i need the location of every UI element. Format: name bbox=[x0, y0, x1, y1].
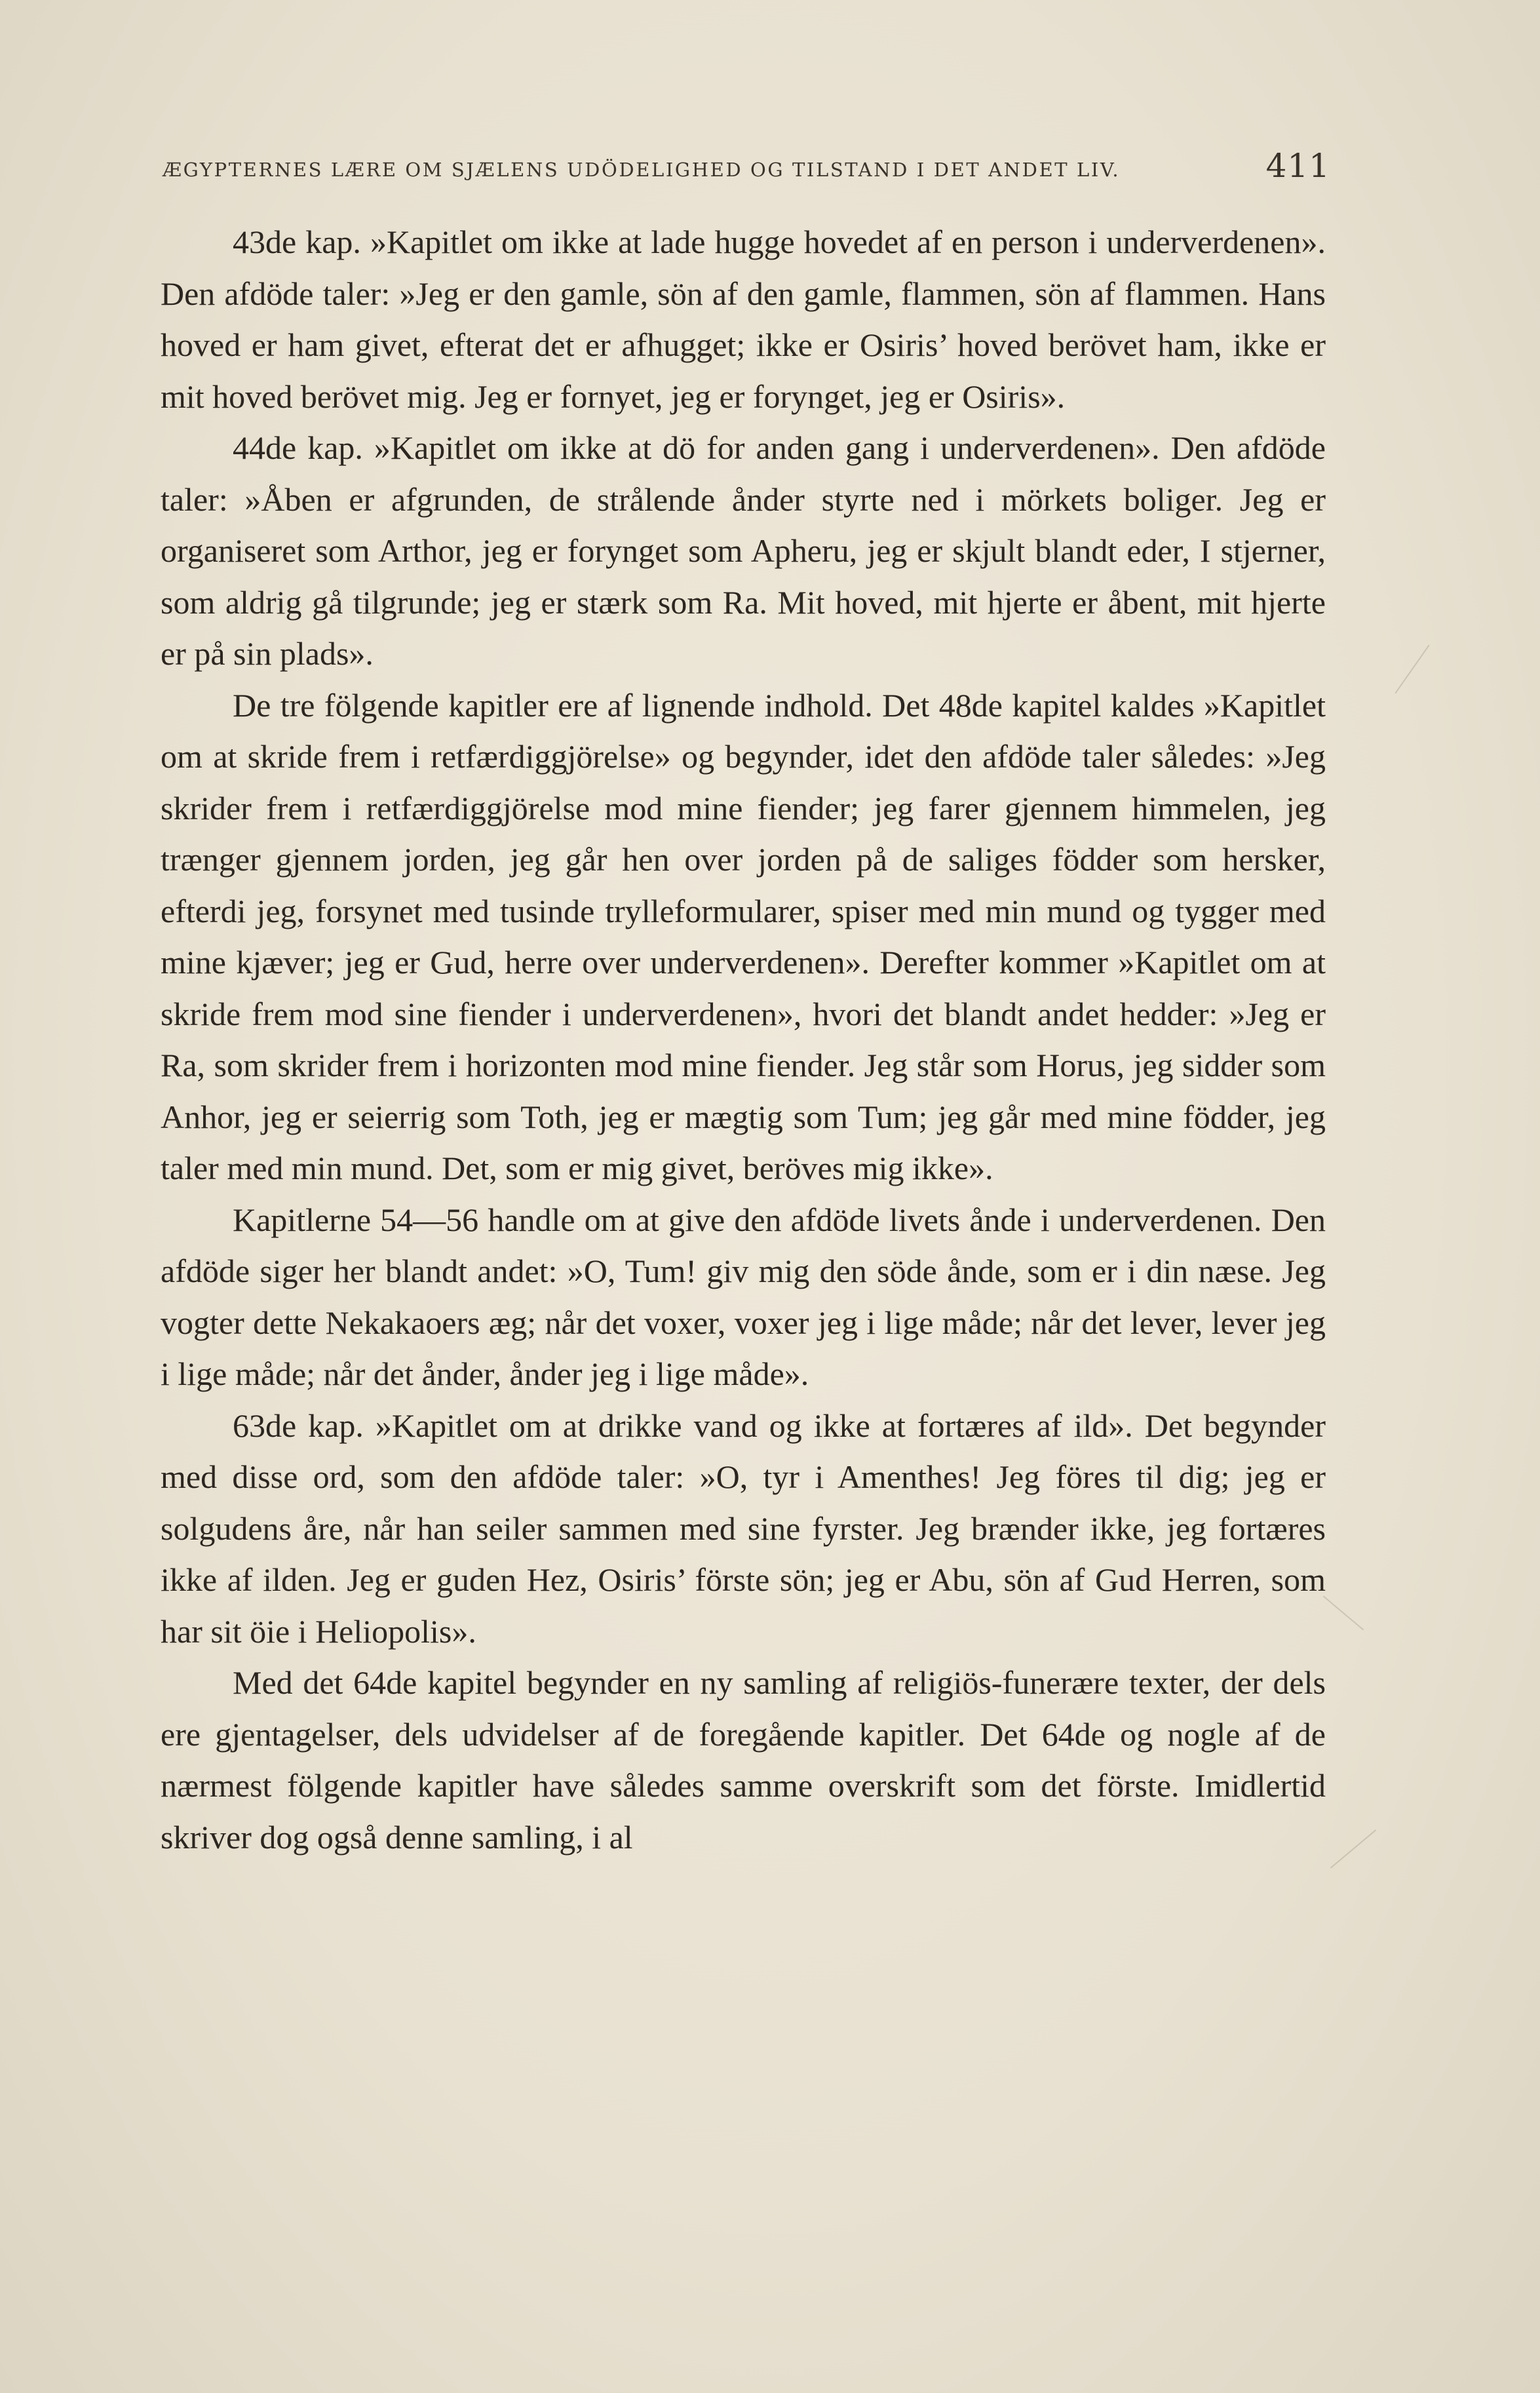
running-header bbox=[163, 146, 1330, 191]
paragraph-chapter-44: 44de kap. »Kapitlet om ikke at dö for anden gang i underverdenen». Den afdöde taler: »Åben er afgrunden, de strålende ånder styrte ned i mörkets boliger. Jeg er organiseret som Arthor, jeg er forynget som Apheru, jeg er skjult blandt eder, I stjerner, som aldrig gå tilgrunde; jeg er stærk som Ra. Mit hoved, mit hjerte er åbent, mit hjerte er på sin plads». bbox=[161, 429, 1326, 672]
paragraph-chapter-63: 63de kap. »Kapitlet om at drikke vand og ikke at fortæres af ild». Det begynder med disse ord, som den afdöde taler: »O, tyr i Amenthes! Jeg föres til dig; jeg er solgudens åre, når han seiler sammen med sine fyrster. Jeg brænder ikke, jeg fortæres ikke af ilden. Jeg er guden Hez, Osiris’ förste sön; jeg er Abu, sön af Gud Herren, som har sit öie i Heliopolis». bbox=[161, 1407, 1326, 1650]
paragraph-chapter-43: 43de kap. »Kapitlet om ikke at lade hugge hovedet af en person i underverdenen». Den afdöde taler: »Jeg er den gamle, sön af den gamle, flammen, sön af flammen. Hans hoved er ham givet, efterat det er afhugget; ikke er Osiris’ hoved berövet ham, ikke er mit hoved berövet mig. Jeg er fornyet, jeg er forynget, jeg er Osiris». bbox=[161, 224, 1326, 415]
paragraph-chapters-45-50: De tre fölgende kapitler ere af lignende indhold. Det 48de kapitel kaldes »Kapitlet om at skride frem i retfærdiggjörelse» og begynder, idet den afdöde taler således: »Jeg skrider frem i retfærdiggjörelse mod mine fiender; jeg farer gjennem himmelen, jeg trænger gjennem jorden, jeg går hen over jorden på de saliges födder som hersker, efterdi jeg, forsynet med tusinde trylleformularer, spiser med min mund og tygger med mine kjæver; jeg er Gud, herre over underverdenen». Derefter kommer »Kapitlet om at skride frem mod sine fiender i underverdenen», hvori det blandt andet hedder: »Jeg er Ra, som skrider frem i horizonten mod mine fiender. Jeg står som Horus, jeg sidder som Anhor, jeg er seierrig som Toth, jeg er mægtig som Tum; jeg går med mine födder, jeg taler med min mund. Det, som er mig givet, beröves mig ikke». bbox=[161, 686, 1326, 1186]
body-text bbox=[161, 216, 1326, 1863]
paper-crease-mark bbox=[1330, 1829, 1376, 1868]
paper-crease-mark bbox=[1323, 1596, 1364, 1631]
page-number: 411 bbox=[1265, 147, 1330, 185]
running-title: ÆGYPTERNES LÆRE OM SJÆLENS UDÖDELIGHED OG TILSTAND I DET ANDET LIV. bbox=[163, 159, 1121, 181]
paragraph-chapter-64: Med det 64de kapitel begynder en ny samling af religiös-funerære texter, der dels ere gjentagelser, dels udvidelser af de foregående kapitler. Det 64de og nogle af de nærmest fölgende kapitler have således samme overskrift som det förste. Imidlertid skriver dog også denne samling, i al bbox=[161, 1664, 1326, 1856]
paragraph-chapters-54-56: Kapitlerne 54—56 handle om at give den afdöde livets ånde i underverdenen. Den afdöde siger her blandt andet: »O, Tum! giv mig den söde ånde, som er i din næse. Jeg vogter dette Nekakaoers æg; når det voxer, voxer jeg i lige måde; når det lever, lever jeg i lige måde; når det ånder, ånder jeg i lige måde». bbox=[161, 1201, 1326, 1392]
paper-crease-mark bbox=[1395, 645, 1429, 694]
